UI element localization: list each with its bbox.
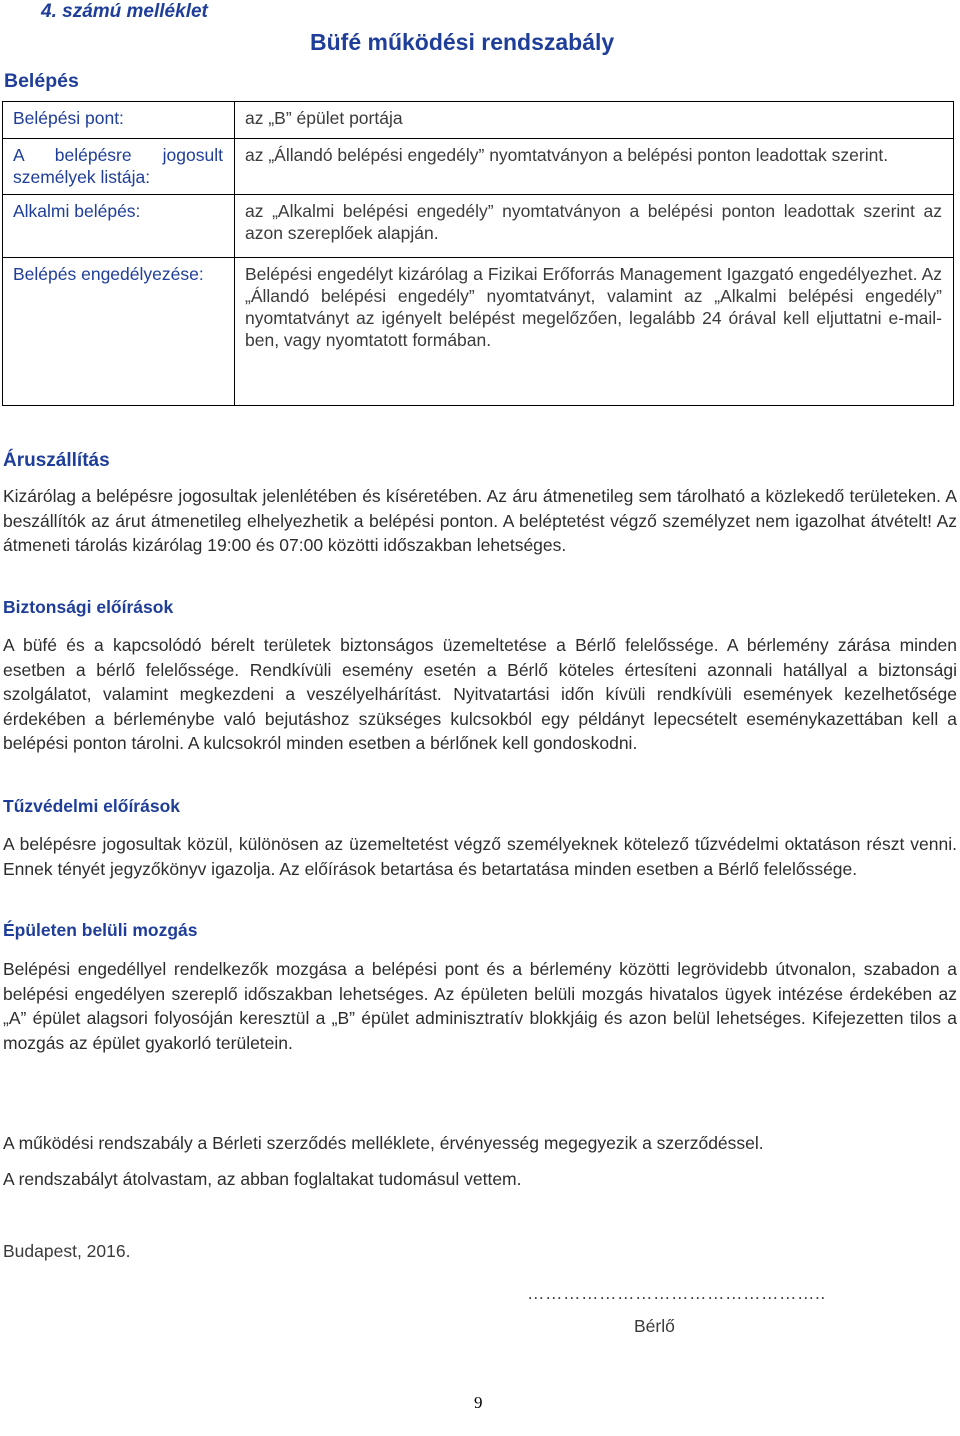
section-text-safety: A büfé és a kapcsolódó bérelt területek biztonságos üzemeltetése a Bérlő felelőssége. A bérlemény zárása minden esetben a bérlő felelőssége. Rendkívüli esemény esetén a Bérlő köteles értesíteni azonnali hatállyal a biztonsági szolgálatot, valamint megkezdeni a veszélyelhárítást. Nyitvatartási időn kívüli rendkívüli események kezelhetősége érdekében a bérleménybe való bejutáshoz szükséges kulcsokból egy példányt lepecsételt eseménykazettában kell a belépési ponton tárolni. A kulcsokról minden esetben a bérlőnek kell gondoskodni. [3,635,957,753]
signer-label: Bérlő [634,1316,675,1336]
section-heading-movement: Épületen belüli mozgás [3,920,198,940]
entry-table [2,101,954,406]
closing-line-2: A rendszabályt átolvastam, az abban foglaltakat tudomásul vettem. [3,1169,522,1189]
table-row [3,102,954,139]
table-row [3,195,954,258]
row-value: az „B” épület portája [235,102,954,139]
closing-line-1: A működési rendszabály a Bérleti szerződés melléklete, érvényesség megegyezik a szerződéssel. [3,1133,764,1153]
table-row [3,258,954,406]
place-date: Budapest, 2016. [3,1241,131,1261]
row-label: Alkalmi belépés: [3,195,235,258]
row-label: Belépés engedélyezése: [3,258,235,406]
section-text-delivery: Kizárólag a belépésre jogosultak jelenlétében és kíséretében. Az áru átmenetileg sem tárolható a közlekedő területeken. A beszállítók az árut átmenetileg elhelyezhetik a belépési ponton. A beléptetést végző személyzet nem igazolhat átvételt! Az átmeneti tárolás kizárólag 19:00 és 07:00 közötti időszakban lehetséges. [3,486,957,555]
page-number: 9 [474,1393,483,1412]
section-heading-delivery: Áruszállítás [3,450,110,471]
row-value: az „Alkalmi belépési engedély” nyomtatványon a belépési ponton leadottak szerint az azon szereplőek alapján. [235,195,954,258]
section-heading-safety: Biztonsági előírások [3,597,174,617]
signature-line: ………………………………………….. [527,1283,826,1303]
table-row [3,139,954,195]
section-text-fire: A belépésre jogosultak közül, különösen az üzemeltetést végző személyeknek kötelező tűzvédelmi oktatáson részt venni. Ennek tényét jegyzőkönyv igazolja. Az előírások betartása és betartatása minden esetben a Bérlő felelőssége. [3,834,957,879]
row-value: az „Állandó belépési engedély” nyomtatványon a belépési ponton leadottak szerint. [235,139,954,195]
section-text-movement: Belépési engedéllyel rendelkezők mozgása a belépési pont és a bérlemény közötti legrövidebb útvonalon, szabadon a belépési engedélyen szereplő időszakban lehetséges. Az épületen belüli mozgás hivatalos ügyek intézése érdekében az „A” épület alagsori folyosóján keresztül a „B” épület adminisztratív blokkjáig és azon belül lehetséges. Kifejezetten tilos a mozgás az épület gyakorló területein. [3,959,957,1053]
row-label: A belépésre jogosult személyek listája: [3,139,235,195]
page-title: Büfé működési rendszabály [310,29,615,55]
attachment-label: 4. számú melléklet [41,1,208,22]
entry-heading: Belépés [4,70,79,92]
row-label: Belépési pont: [3,102,235,139]
row-value: Belépési engedélyt kizárólag a Fizikai Erőforrás Management Igazgató engedélyezhet. Az „Állandó belépési engedély” nyomtatványt, valamint az „Alkalmi belépési engedély” nyomtatványt az igényelt belépést megelőzően, legalább 24 órával kell eljuttatni e-mail-ben, vagy nyomtatott formában. [235,258,954,406]
section-heading-fire: Tűzvédelmi előírások [3,796,181,816]
